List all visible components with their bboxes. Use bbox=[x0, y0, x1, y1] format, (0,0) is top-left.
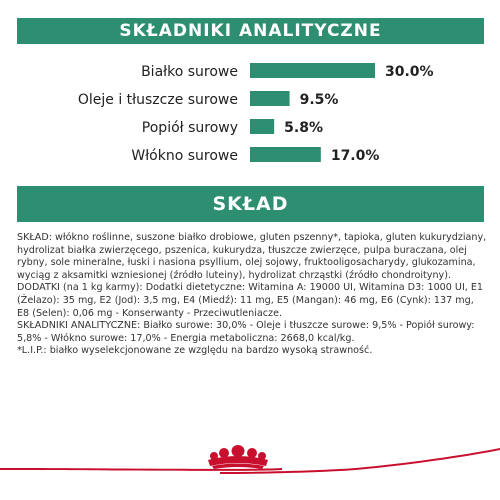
ingredients-paragraph: SKŁAD: włókno roślinne, suszone białko drobiowe, gluten pszenny*, tapioka, gluten kukurydziany, hydrolizat białka zwierzęcego, pszenica, kukurydza, tłuszcze zwierzęce, pulpa buraczana, olej rybny, sole mineralne, łuski i nasiona psyllium, olej sojowy, fruktooligosacharydy, glukozamina, wyciąg z aksamitki wzniesionej (źródło luteiny), hydrolizat chrząstki (źródło chondroityny). bbox=[17, 232, 487, 281]
category-label: Popiół surowy bbox=[141, 120, 238, 136]
value-label: 17.0% bbox=[330, 148, 380, 164]
category-label: Włókno surowe bbox=[131, 148, 238, 164]
bar bbox=[250, 63, 375, 78]
bar bbox=[250, 91, 290, 106]
composition-text bbox=[17, 232, 487, 358]
additives-paragraph: DODATKI (na 1 kg karmy): Dodatki dietetyczne: Witamina A: 19000 UI, Witamina D3: 1000 UI, E1 (Żelazo): 35 mg, E2 (Jod): 3,5 mg, E4 (Miedź): 11 mg, E5 (Mangan): 46 mg, E6 (Cynk): 137 mg, E8 (Selen): 0,06 mg - Konserwanty - Przeciwutleniacze. bbox=[17, 282, 484, 319]
value-label: 9.5% bbox=[299, 92, 339, 108]
value-label: 5.8% bbox=[284, 120, 323, 136]
crown-icon bbox=[208, 445, 268, 469]
category-label: Białko surowe bbox=[141, 64, 238, 80]
bar bbox=[250, 119, 274, 134]
bar bbox=[250, 147, 321, 162]
red-swoosh-left bbox=[0, 468, 282, 471]
value-label: 30.0% bbox=[385, 64, 434, 80]
footer-decoration bbox=[0, 430, 500, 500]
analytical-paragraph: SKŁADNIKI ANALITYCZNE: Białko surowe: 30,0% - Oleje i tłuszcze surowe: 9,5% - Popiół surowy: 5,8% - Włókno surowe: 17,0% - Energia metaboliczna: 2668,0 kcal/kg. bbox=[17, 320, 475, 344]
analytical-heading: SKŁADNIKI ANALITYCZNE bbox=[17, 18, 484, 44]
nutrient-bar-chart bbox=[0, 55, 500, 175]
category-label: Oleje i tłuszcze surowe bbox=[77, 92, 238, 108]
composition-heading: SKŁAD bbox=[17, 186, 484, 222]
lip-note: *L.I.P.: białko wyselekcjonowane ze względu na bardzo wysoką strawność. bbox=[17, 345, 373, 357]
